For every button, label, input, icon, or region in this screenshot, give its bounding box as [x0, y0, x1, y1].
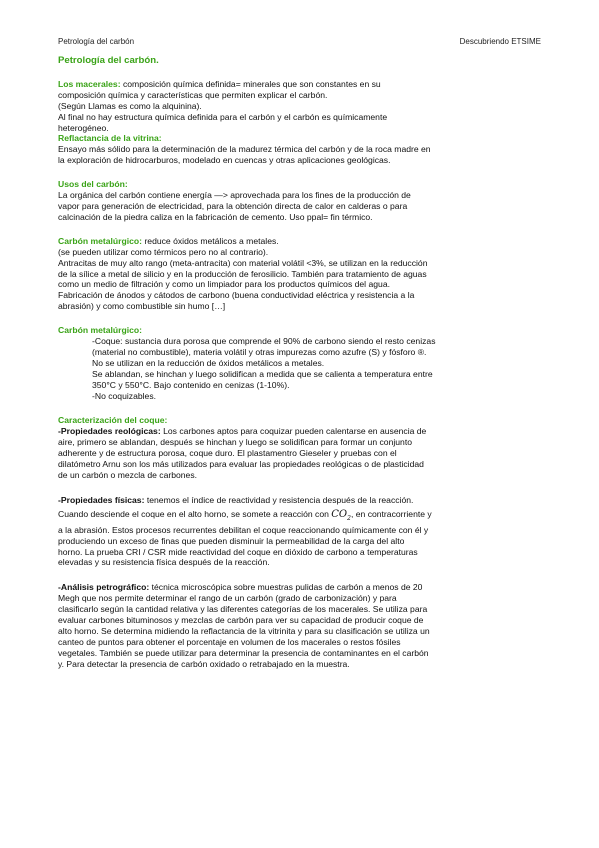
petrografico-line-2: Megh que nos permite determinar el rango de un carbón (grado de carbonización) y para — [58, 593, 397, 604]
macerales-line-4: Al final no hay estructura química definida para el carbón y el carbón es químicamente — [58, 111, 388, 122]
metalurgico1-heading: Carbón metalúrgico: — [58, 235, 143, 246]
coque-reologicas — [58, 426, 544, 481]
usos-line-1: La orgánica del carbón contiene energía —> aprovechada para los fines de la producción de — [58, 190, 411, 201]
section-coque — [58, 415, 544, 669]
fisicas-line-6: elevadas y su resistencia física después de la reacción. — [58, 557, 270, 568]
petrografico-line-1: técnica microscópica sobre muestras pulidas de carbón a menos de 20 — [151, 582, 423, 593]
section-metalurgico-1 — [58, 236, 544, 312]
fisicas-line-3: a la abrasión. Estos procesos recurrentes debilitan el coque reaccionando químicamente con él y — [58, 524, 429, 535]
metalurgico1-line-4: de la sílice a metal de silicio y en la producción de ferosilicio. También para tratamiento de aguas — [58, 268, 427, 279]
usos-heading: Usos del carbón: — [58, 179, 128, 190]
section-usos — [58, 179, 544, 223]
section-reflectancia — [58, 133, 544, 166]
section-macerales — [58, 79, 544, 134]
reflectancia-line-1: Ensayo más sólido para la determinación de la madurez térmica del carbón y de la roca madre en — [58, 144, 431, 155]
reologicas-label: -Propiedades reológicas: — [58, 426, 161, 437]
petrografico-line-8: y. Para detectar la presencia de carbón oxidado o retrabajado en la muestra. — [58, 658, 350, 669]
usos-line-2: vapor para generación de electricidad, para la obtención directa de calor en calderas o para — [58, 200, 408, 211]
fisicas-line-2b: , en contracorriente y — [350, 508, 432, 519]
reflectancia-line-2: la exploración de hidrocarburos, modelado en cuencas y otras aplicaciones geológicas. — [58, 155, 391, 166]
header-left: Petrología del carbón — [58, 37, 135, 46]
metalurgico1-line-1: reduce óxidos metálicos a metales. — [144, 235, 279, 246]
reologicas-line-5: de un carbón o mezcla de carbones. — [58, 470, 198, 480]
macerales-line-5: heterogéneo. — [58, 122, 109, 133]
metalurgico2-line-1: -Coque: sustancia dura porosa que comprende el 90% de carbono siendo el resto cenizas — [92, 336, 436, 347]
section-metalurgico-2 — [58, 325, 544, 401]
reflectancia-heading: Reflactancia de la vitrina: — [58, 133, 162, 144]
coque-fisicas — [58, 495, 544, 568]
petrografico-label: -Análisis petrográfico: — [58, 582, 150, 593]
petrografico-line-4: evaluar carbones bituminosos y mezclas de carbón para ver su capacidad de producir coque de — [58, 615, 424, 626]
document-body — [58, 56, 544, 670]
metalurgico2-line-3: No se utilizan en la reducción de óxidos metálicos a metales. — [92, 357, 325, 368]
petrografico-line-3: clasificarlo según la cantidad relativa y las diferentes categorías de los macerales. Se utiliza para — [58, 604, 428, 615]
petrografico-line-5: alto horno. Se determina midiendo la reflactancia de la vitrinita y para su clasificación se utiliza un — [58, 625, 430, 636]
metalurgico1-line-2: (se pueden utilizar como térmicos pero no al contrario). — [58, 246, 269, 257]
metalurgico2-heading: Carbón metalúrgico: — [58, 325, 143, 336]
metalurgico1-line-7: abrasión) y como combustible sin humo […] — [58, 301, 226, 312]
reologicas-line-1: Los carbones aptos para coquizar pueden calentarse en ausencia de — [163, 426, 427, 437]
metalurgico1-line-5: como un medio de filtración y como un limpiador para los productos químicos del agua. — [58, 279, 390, 290]
fisicas-line-5: horno. La prueba CRI / CSR mide reactividad del coque en dióxido de carbono a temperaturas — [58, 546, 418, 557]
reologicas-line-3: adherente y de estructura porosa, coque duro. El plastamentro Gieseler y pruebas con el — [58, 448, 397, 459]
usos-line-3: calcinación de la piedra caliza en la fabricación de cemento. Uso ppal= fin térmico. — [58, 211, 373, 222]
page-title: Petrología del carbón. — [58, 55, 159, 66]
petrografico-line-6: canteo de puntos para obtener el porcentaje en volumen de los macerales o restos fósiles — [58, 636, 401, 647]
macerales-line-2: composición química y características que permiten explicar el carbón. — [58, 89, 328, 100]
coque-heading: Caracterización del coque: — [58, 415, 168, 426]
petrografico-line-7: vegetales. También se puede utilizar para determinar la presencia de contaminantes en el carbón — [58, 647, 429, 658]
co2-formula: $CO_2$ — [331, 508, 351, 522]
metalurgico2-line-2: (material no combustible), materia volátil y otras impurezas como azufre (S) y fósforo ®. — [92, 346, 427, 357]
header-right: Descubriendo ETSIME — [459, 37, 541, 46]
macerales-heading: Los macerales: — [58, 78, 121, 89]
macerales-line-1: composición química definida= minerales que son constantes en su — [122, 78, 381, 89]
metalurgico1-line-6: Fabricación de ánodos y cátodos de carbono (buena conductividad eléctrica y resistencia a la — [58, 290, 415, 301]
macerales-line-3: (Según Llamas es como la alquinina). — [58, 100, 202, 111]
metalurgico2-line-4: Se ablandan, se hinchan y luego solidifican a medida que se calienta a temperatura entre — [92, 368, 433, 379]
metalurgico1-line-3: Antracitas de muy alto rango (meta-antracita) con material volátil <3%, se utilizan en la reducción — [58, 257, 428, 268]
fisicas-line-4: produciendo un exceso de finas que pueden disminuir la permeabilidad de la carga del alto — [58, 535, 405, 546]
fisicas-line-1: tenemos el índice de reactividad y resistencia después de la reacción. — [146, 494, 414, 505]
fisicas-line-2a: Cuando desciende el coque en el alto horno, se somete a reacción con — [58, 508, 329, 519]
coque-petrografico — [58, 582, 544, 669]
metalurgico2-line-6: -No coquizables. — [92, 390, 157, 401]
reologicas-line-4: dilatómetro Arnu son los más utilizados para evaluar las propiedades reológicas o de plasticidad — [58, 459, 424, 470]
reologicas-line-2: aire, primero se ablandan, después se hinchan y luego se solidifican para formar un conjunto — [58, 437, 412, 448]
metalurgico2-line-5: 350°C y 550°C. Bajo contenido en cenizas (1-10%). — [92, 379, 290, 390]
fisicas-label: -Propiedades físicas: — [58, 494, 145, 505]
